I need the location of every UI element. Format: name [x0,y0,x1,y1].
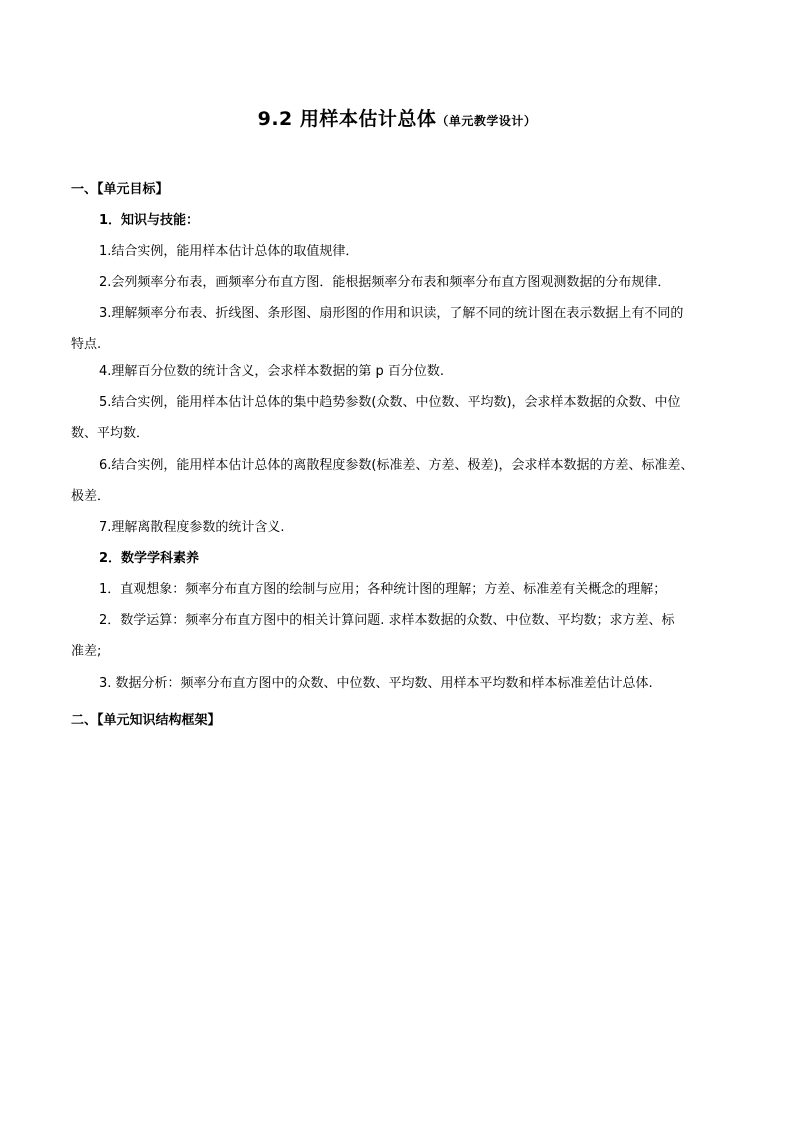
literacy-2-line-1: 2．数学运算：频率分布直方图中的相关计算问题. 求样本数据的众数、中位数、平均数；求方差、标 [99,613,675,628]
goal-1: 1.结合实例，能用样本估计总体的取值规律． [99,244,359,259]
title-subtitle: （单元教学设计） [436,114,537,128]
goal-5-line-2: 数、平均数． [71,426,150,441]
goal-6-line-2: 极差． [71,489,111,504]
document-title [0,104,794,131]
goal-2: 2.会列频率分布表，画频率分布直方图．能根据频率分布表和频率分布直方图观测数据的分布规律． [99,275,671,290]
math-literacy-heading: 2．数学学科素养 [99,551,200,566]
goal-6-line-1: 6.结合实例，能用样本估计总体的离散程度参数(标准差、方差、极差)，会求样本数据的方差、标准差、 [99,458,694,473]
goal-3-line-2: 特点. [71,337,102,352]
knowledge-skills-heading: 1．知识与技能： [99,213,200,228]
goal-5-line-1: 5.结合实例，能用样本估计总体的集中趋势参数(众数、中位数、平均数)，会求样本数据的众数、中位 [99,395,681,410]
section-heading-framework: 二、【单元知识结构框架】 [71,713,221,728]
goal-7: 7.理解离散程度参数的统计含义. [99,520,285,535]
literacy-1: 1．直观想象：频率分布直方图的绘制与应用；各种统计图的理解；方差、标准差有关概念的理解； [99,582,667,597]
literacy-2-line-2: 准差; [71,644,102,659]
title-main: 9.2 用样本估计总体 [257,108,437,130]
section-heading-goals: 一、【单元目标】 [71,182,169,197]
literacy-3: 3. 数据分析：频率分布直方图中的众数、中位数、平均数、用样本平均数和样本标准差估计总体. [99,676,653,691]
goal-3-line-1: 3.理解频率分布表、折线图、条形图、扇形图的作用和识读，了解不同的统计图在表示数据上有不同的 [99,306,684,321]
goal-4: 4.理解百分位数的统计含义，会求样本数据的第 p 百分位数. [99,364,445,379]
